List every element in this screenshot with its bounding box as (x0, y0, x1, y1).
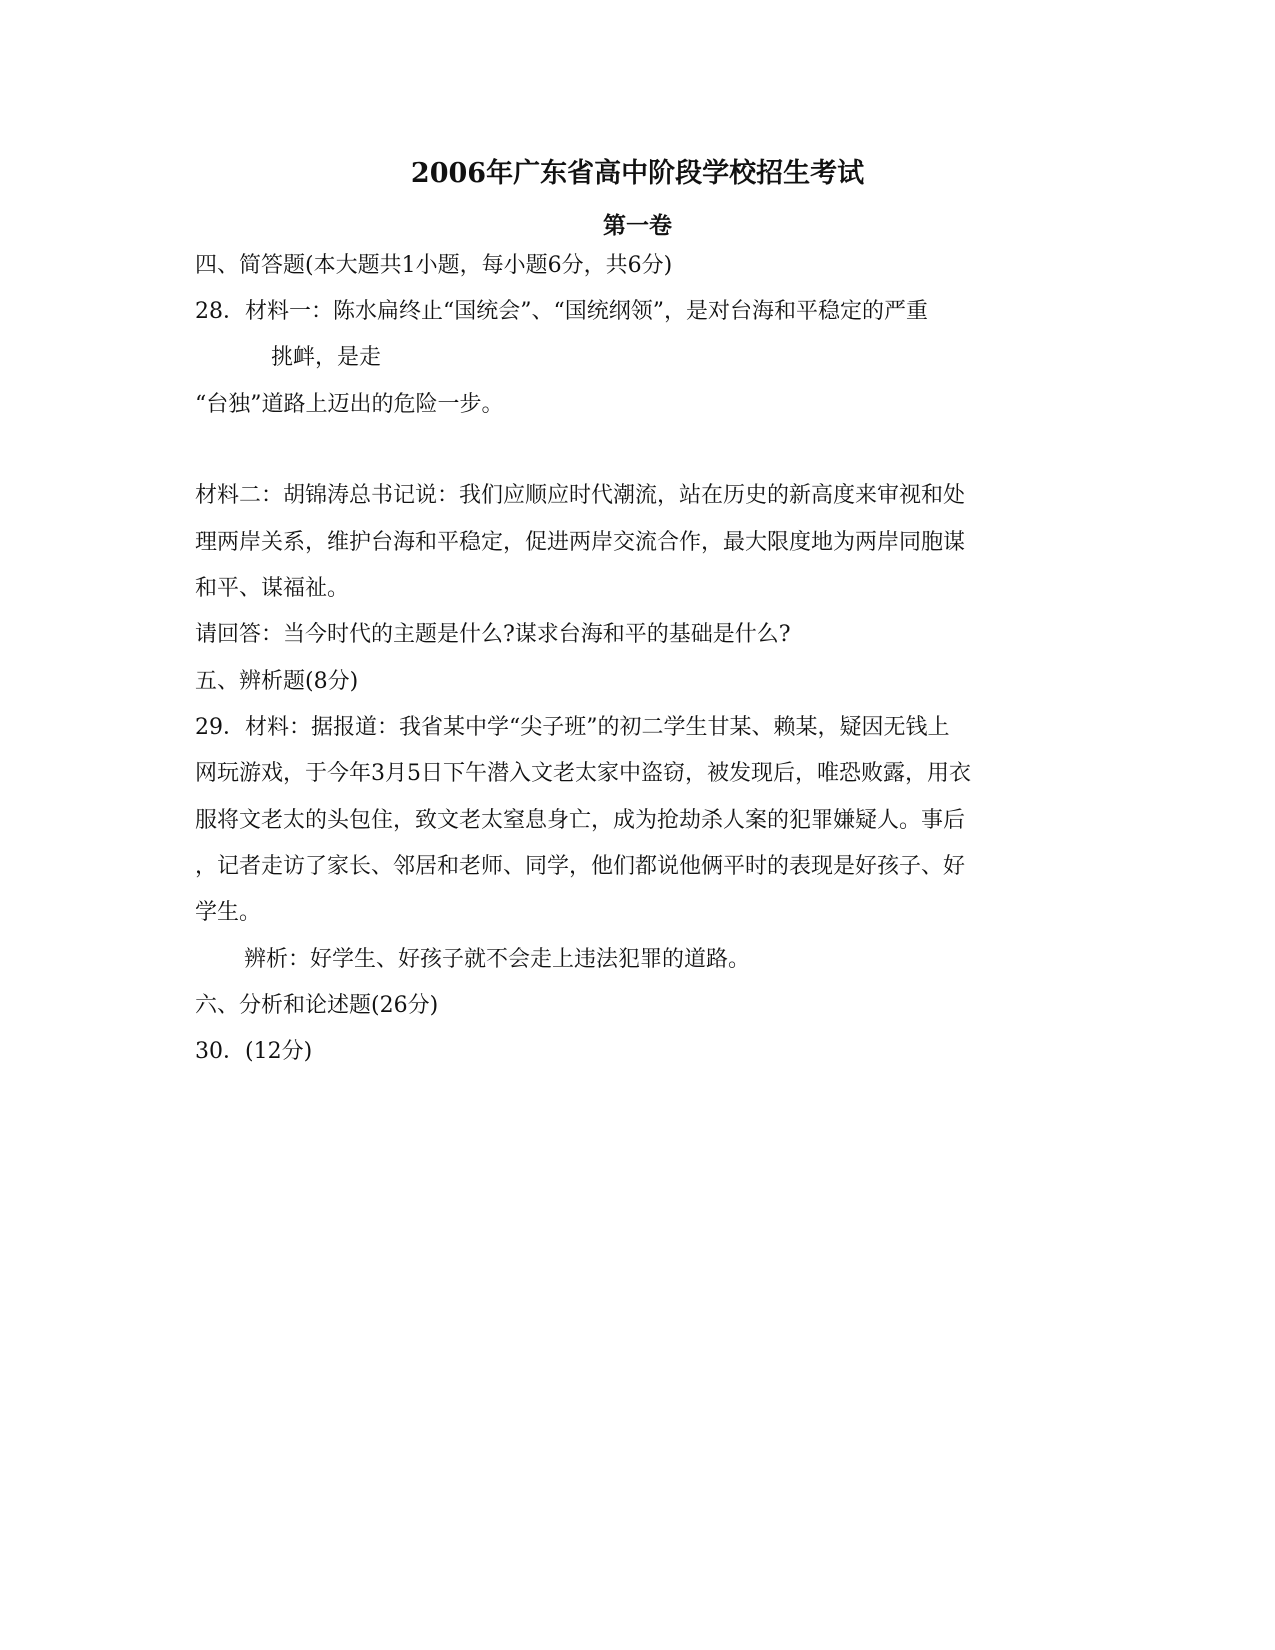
question-29-material: 29．材料：据报道：我省某中学“尖子班”的初二学生甘某、赖某，疑因无钱上 (195, 715, 950, 740)
question-30-heading: 30．(12分) (195, 1039, 313, 1064)
question-28-material-2-end: 和平、谋福祉。 (195, 576, 350, 601)
section-heading-essay: 六、分析和论述题(26分) (195, 993, 439, 1018)
question-29-prompt: 辨析：好学生、好孩子就不会走上违法犯罪的道路。 (244, 947, 751, 972)
question-28-material-1-continued: 挑衅，是走 (271, 345, 382, 370)
question-28-material-1: 28．材料一：陈水扁终止“国统会”、“国统纲领”，是对台海和平稳定的严重 (195, 299, 928, 324)
question-28-material-2-continued: 理两岸关系，维护台海和平稳定，促进两岸交流合作，最大限度地为两岸同胞谋 (195, 530, 966, 555)
question-28-material-2: 材料二：胡锦涛总书记说：我们应顺应时代潮流，站在历史的新高度来审视和处 (195, 483, 966, 508)
question-29-material-continued-2: 服将文老太的头包住，致文老太窒息身亡，成为抢劫杀人案的犯罪嫌疑人。事后 (195, 808, 966, 833)
section-heading-short-answer: 四、简答题(本大题共1小题，每小题6分，共6分) (195, 253, 673, 278)
section-heading-analysis: 五、辨析题(8分) (195, 669, 359, 694)
question-29-material-end: 学生。 (195, 900, 262, 925)
question-29-material-continued-3: ，记者走访了家长、邻居和老师、同学，他们都说他俩平时的表现是好孩子、好 (195, 854, 966, 879)
document-title: 2006年广东省高中阶段学校招生考试 (410, 158, 865, 189)
question-29-material-continued-1: 网玩游戏，于今年3月5日下午潜入文老太家中盗窃，被发现后，唯恐败露，用衣 (195, 761, 971, 786)
volume-title: 第一卷 (603, 212, 672, 239)
question-28-material-1-end: “台独”道路上迈出的危险一步。 (195, 392, 504, 417)
question-28-prompt: 请回答：当今时代的主题是什么?谋求台海和平的基础是什么? (195, 622, 791, 647)
